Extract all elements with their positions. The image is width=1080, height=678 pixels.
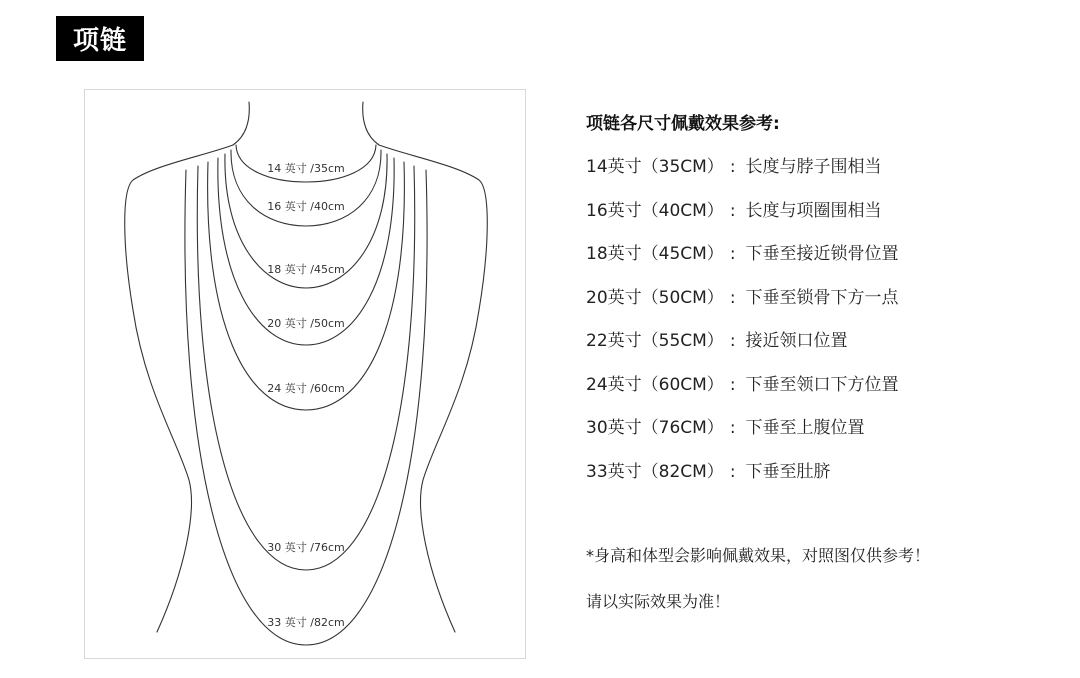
size-row-20 xyxy=(586,285,1056,329)
size-row-18 xyxy=(586,241,1056,285)
neck-outline xyxy=(233,102,249,145)
separator: : xyxy=(729,461,736,482)
length-label-30: 30 英寸 /76cm xyxy=(267,541,345,554)
disclaimer-note: *身高和体型会影响佩戴效果，对照图仅供参考！ xyxy=(586,546,931,565)
length-label-16: 16 英寸 /40cm xyxy=(267,200,345,213)
size-description: 下垂至接近锁骨位置 xyxy=(745,244,899,264)
size-description: 下垂至上腹位置 xyxy=(745,418,865,438)
separator: : xyxy=(729,331,736,351)
separator: : xyxy=(729,287,736,308)
size-description: 长度与脖子围相当 xyxy=(745,157,882,177)
separator: : xyxy=(729,418,736,438)
size-description: 下垂至肚脐 xyxy=(745,461,831,482)
size-row-30 xyxy=(586,415,1056,459)
disclaimer-notes xyxy=(586,544,1066,636)
size-row-14 xyxy=(586,154,1056,198)
mannequin-figure xyxy=(85,90,527,660)
size-row-22 xyxy=(586,328,1056,372)
length-label-18: 18 英寸 /45cm xyxy=(267,263,345,276)
torso-outline-right xyxy=(379,145,487,632)
size-description: 长度与项圈围相当 xyxy=(745,200,882,221)
length-label-33: 33 英寸 /82cm xyxy=(267,616,345,629)
torso-outline-left xyxy=(125,145,233,632)
separator: : xyxy=(729,244,736,264)
size-description: 下垂至锁骨下方一点 xyxy=(745,287,899,308)
necklace-33 xyxy=(185,170,427,645)
separator: : xyxy=(729,374,736,395)
size-description: 接近领口位置 xyxy=(745,331,848,351)
size-label: 20英寸（50CM） xyxy=(586,287,724,308)
neck-outline xyxy=(363,102,379,145)
separator: : xyxy=(729,200,736,221)
necklace-length-diagram xyxy=(84,89,526,659)
necklace-30 xyxy=(197,166,414,570)
size-description: 下垂至领口下方位置 xyxy=(745,374,899,395)
size-reference-heading: 项链各尺寸佩戴效果参考: xyxy=(586,114,780,134)
size-row-33 xyxy=(586,459,1056,503)
size-label: 33英寸（82CM） xyxy=(586,461,724,482)
length-label-14: 14 英寸 /35cm xyxy=(267,162,345,175)
size-label: 30英寸（76CM） xyxy=(586,418,724,438)
disclaimer-note: 请以实际效果为准！ xyxy=(586,592,731,611)
length-label-24: 24 英寸 /60cm xyxy=(267,382,345,395)
size-label: 14英寸（35CM） xyxy=(586,157,724,177)
size-label: 16英寸（40CM） xyxy=(586,200,724,221)
size-label: 18英寸（45CM） xyxy=(586,244,724,264)
length-label-20: 20 英寸 /50cm xyxy=(267,317,345,330)
size-row-24 xyxy=(586,372,1056,416)
page-title: 项链 xyxy=(56,16,144,61)
size-reference-panel xyxy=(586,110,1056,502)
size-label: 22英寸（55CM） xyxy=(586,331,724,351)
separator: : xyxy=(729,157,736,177)
size-label: 24英寸（60CM） xyxy=(586,374,724,395)
size-row-16 xyxy=(586,198,1056,242)
